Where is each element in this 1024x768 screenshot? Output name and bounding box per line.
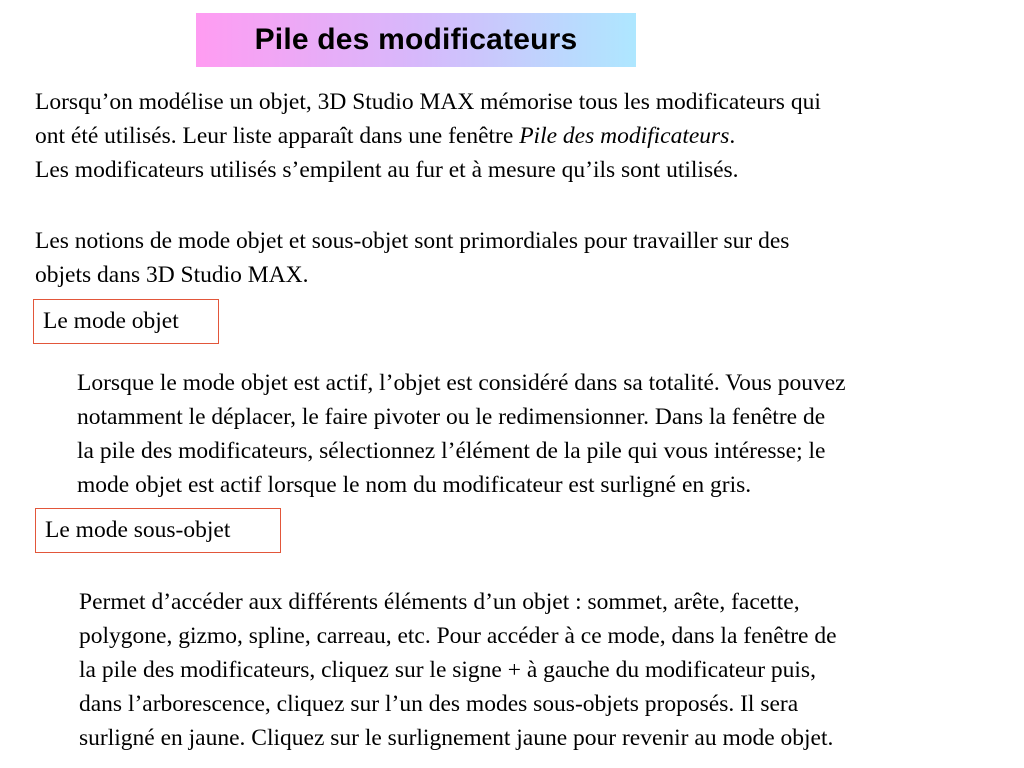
mode-objet-description xyxy=(77,366,846,502)
intro-line-3: Les modificateurs utilisés s’empilent au fur et à mesure qu’ils sont utilisés. xyxy=(35,157,739,183)
page-title-banner xyxy=(196,13,636,67)
mode-sous-objet-line-5: surligné en jaune. Cliquez sur le surlignement jaune pour revenir au mode objet. xyxy=(79,725,834,751)
intro-line-2 xyxy=(35,119,821,153)
mode-objet-line-1: Lorsque le mode objet est actif, l’objet est considéré dans sa totalité. Vous pouvez xyxy=(77,370,846,396)
notions-line-2: objets dans 3D Studio MAX. xyxy=(35,262,309,288)
intro-italic-term: Pile des modificateurs xyxy=(519,123,730,149)
intro-line-2-prefix: ont été utilisés. Leur liste apparaît dans une fenêtre xyxy=(35,123,520,149)
mode-sous-objet-line-2: polygone, gizmo, spline, carreau, etc. Pour accéder à ce mode, dans la fenêtre de xyxy=(79,623,837,649)
intro-line-2-suffix: . xyxy=(729,123,736,149)
mode-objet-line-3: la pile des modificateurs, sélectionnez l’élément de la pile qui vous intéresse; le xyxy=(77,438,826,464)
notions-paragraph xyxy=(35,224,789,292)
mode-sous-objet-line-1: Permet d’accéder aux différents éléments d’un objet : sommet, arête, facette, xyxy=(79,589,800,615)
page-title: Pile des modificateurs xyxy=(254,23,578,56)
intro-paragraph xyxy=(35,85,821,187)
mode-sous-objet-heading: Le mode sous-objet xyxy=(35,508,281,553)
intro-line-1: Lorsqu’on modélise un objet, 3D Studio MAX mémorise tous les modificateurs qui xyxy=(35,89,821,115)
notions-line-1: Les notions de mode objet et sous-objet sont primordiales pour travailler sur des xyxy=(35,228,790,254)
mode-objet-line-2: notamment le déplacer, le faire pivoter ou le redimensionner. Dans la fenêtre de xyxy=(77,404,826,430)
mode-sous-objet-line-4: dans l’arborescence, cliquez sur l’un des modes sous-objets proposés. Il sera xyxy=(79,691,799,717)
mode-sous-objet-description xyxy=(79,585,837,755)
mode-sous-objet-line-3: la pile des modificateurs, cliquez sur le signe + à gauche du modificateur puis, xyxy=(79,657,816,683)
mode-objet-line-4: mode objet est actif lorsque le nom du modificateur est surligné en gris. xyxy=(77,472,752,498)
mode-objet-heading: Le mode objet xyxy=(33,299,219,344)
